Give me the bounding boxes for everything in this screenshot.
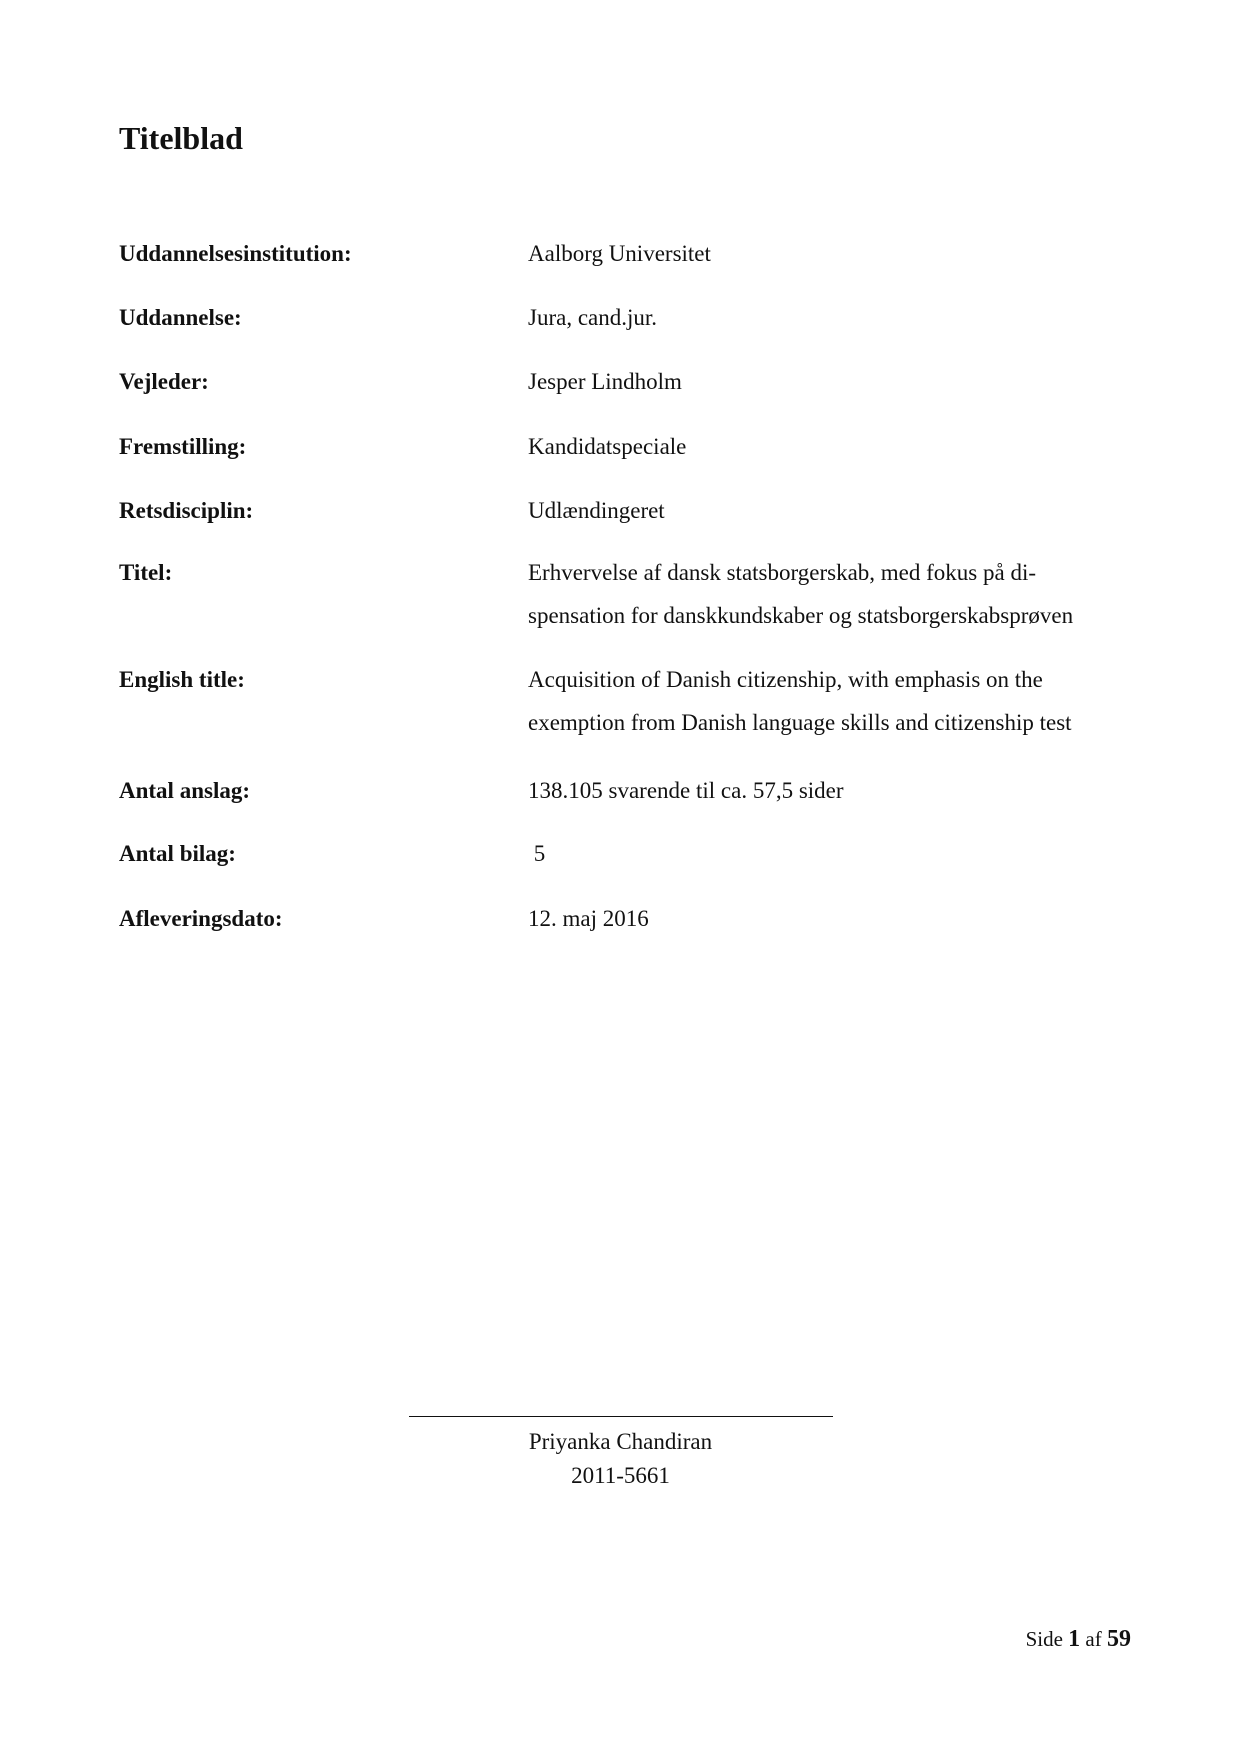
field-label: Afleveringsdato:: [119, 906, 283, 931]
field-value-line: Acquisition of Danish citizenship, with emphasis on the: [528, 667, 1043, 692]
field-value: [528, 425, 1148, 468]
field-value-line: 12. maj 2016: [528, 906, 649, 931]
field-value: [528, 897, 1148, 940]
field-label: Vejleder:: [119, 369, 209, 394]
field-label: Retsdisciplin:: [119, 498, 254, 523]
field-value-line: spensation for danskkundskaber og statsborgerskabsprøven: [528, 603, 1074, 628]
field-value: [528, 296, 1148, 339]
field-value-line: Jura, cand.jur.: [528, 305, 658, 330]
field-value: [528, 832, 1148, 875]
total-pages-number: 59: [1107, 1626, 1131, 1652]
footer-of-label: af: [1085, 1627, 1102, 1651]
field-value: [528, 551, 1148, 637]
field-value-line: 5: [528, 841, 546, 866]
student-id: 2011-5661: [571, 1463, 670, 1488]
field-value-line: 138.105 svarende til ca. 57,5 sider: [528, 778, 844, 803]
field-value-line: Erhvervelse af dansk statsborgerskab, med fokus på di-: [528, 560, 1036, 585]
field-value: [528, 489, 1148, 532]
field-label: Uddannelsesinstitution:: [119, 241, 352, 266]
field-value: [528, 232, 1148, 275]
field-value: [528, 658, 1148, 744]
field-label: Uddannelse:: [119, 305, 242, 330]
field-value-line: Kandidatspeciale: [528, 434, 687, 459]
field-value-line: exemption from Danish language skills and citizenship test: [528, 710, 1072, 735]
signature-block: [0, 1392, 1241, 1493]
field-label: English title:: [119, 667, 245, 692]
page-title: Titelblad: [119, 120, 243, 156]
field-label: Fremstilling:: [119, 434, 247, 459]
field-label: Antal anslag:: [119, 778, 250, 803]
field-value: [528, 360, 1148, 403]
footer-side-label: Side: [1025, 1627, 1063, 1651]
author-name: Priyanka Chandiran: [528, 1429, 713, 1454]
page-footer: [1026, 1624, 1131, 1654]
field-value-line: Udlændingeret: [528, 498, 665, 523]
field-label: Titel:: [119, 560, 173, 585]
current-page-number: 1: [1068, 1626, 1081, 1652]
field-value-line: Jesper Lindholm: [528, 369, 682, 394]
signature-line: [409, 1416, 833, 1417]
field-label: Antal bilag:: [119, 841, 236, 866]
field-value: [528, 769, 1148, 812]
field-value-line: Aalborg Universitet: [528, 241, 711, 266]
